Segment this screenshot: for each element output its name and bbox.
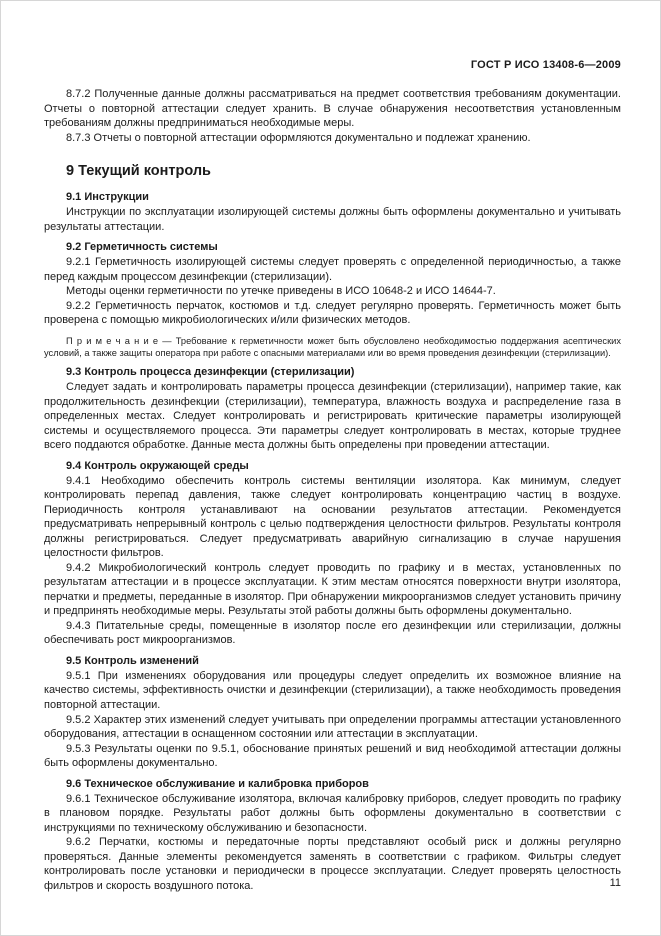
paragraph-9-1: Инструкции по эксплуатации изолирующей системы должны быть оформлены документально и учитывать результаты аттестации. [44,206,621,233]
paragraph-8-7-2: 8.7.2 Полученные данные должны рассматриваться на предмет соответствия требованиям документации. Отчеты о повторной аттестации следует хранить. В случае обнаружения несоответствия установленным требованиям должны предприниматься необходимые меры. [44,88,621,130]
paragraph-9-4-1: 9.4.1 Необходимо обеспечить контроль системы вентиляции изолятора. Как минимум, следует контролировать перепад давления, также следует контролировать концентрацию частиц в воздухе. Периодичность контроля устанавливают на основании результатов аттестации. Рекомендуется предусматривать непрерывный контроль с целью подтверждения целостности фильтров. Результаты контроля должны регистрироваться. Следует предусматривать аварийную сигнализацию в случае нарушения целостности фильтров. [44,474,621,560]
note-paragraph: П р и м е ч а н и е — Требование к герметичности может быть обусловлено необходимостью поддержания асептических условий, а также защиты оператора при работе с опасными материалами или во время проведения дезинфекции (стерилизации). [44,335,621,358]
page-number: 11 [609,877,621,889]
paragraph-9-5-2: 9.5.2 Характер этих изменений следует учитывать при определении программы аттестации установленного оборудования, аттестации в оснащенном состоянии или аттестации в эксплуатации. [44,713,621,741]
paragraph-9-2-1: 9.2.1 Герметичность изолирующей системы следует проверять с определенной периодичностью, а также перед каждым процессом дезинфекции (стерилизации). [44,256,621,283]
subheading-9-3: 9.3 Контроль процесса дезинфекции (стерилизации) [66,366,355,379]
subheading-9-4: 9.4 Контроль окружающей среды [66,459,249,472]
paragraph-9-2-methods: Методы оценки герметичности по утечке приведены в ИСО 10648-2 и ИСО 14644-7. [66,285,496,298]
subheading-9-2: 9.2 Герметичность системы [66,241,218,254]
subheading-9-5: 9.5 Контроль изменений [66,654,199,667]
paragraph-9-5-3: 9.5.3 Результаты оценки по 9.5.1, обоснование принятых решений и вид необходимой аттестации должны быть оформлены документально. [44,742,621,770]
subheading-9-6: 9.6 Техническое обслуживание и калибровка приборов [66,777,369,790]
document-content [44,59,621,893]
section-heading-9: 9 Текущий контроль [66,163,211,180]
subheading-9-1: 9.1 Инструкции [66,191,149,204]
paragraph-9-5-1: 9.5.1 При изменениях оборудования или процедуры следует определить их возможное влияние на качество системы, эффективность очистки и дезинфекции (стерилизации), а также необходимость проведения повторной аттестации. [44,669,621,711]
document-header-standard-number: ГОСТ Р ИСО 13408-6—2009 [470,59,621,71]
paragraph-9-6-1: 9.6.1 Техническое обслуживание изолятора, включая калибровку приборов, следует проводить по графику в плановом порядке. Результаты работ должны быть оформлены документально в соответствии с инструкциями по техническому обслуживанию и безопасности. [44,792,621,834]
paragraph-9-2-2: 9.2.2 Герметичность перчаток, костюмов и т.д. следует регулярно проверять. Герметичность может быть проверена с помощью микробиологических и/или физических методов. [44,299,621,327]
paragraph-9-4-3: 9.4.3 Питательные среды, помещенные в изолятор после его дезинфекции или стерилизации, должны обеспечивать рост микроорганизмов. [44,619,621,647]
paragraph-9-6-2: 9.6.2 Перчатки, костюмы и передаточные порты представляют особый риск и должны регулярно проверяться. Данные элементы рекомендуется заменять в соответствии с графиком. Фильтры следует контролировать после установки и периодически в процессе эксплуатации. Следует проверять целостность фильтров и скорость воздушного потока. [44,836,621,892]
paragraph-8-7-3: 8.7.3 Отчеты о повторной аттестации оформляются документально и подлежат хранению. [66,131,531,144]
paragraph-9-4-2: 9.4.2 Микробиологический контроль следует проводить по графику и в местах, установленных по результатам аттестации и в процессе эксплуатации. К этим местам относятся поверхности внутри изолятора, перчатки и предметы, переданные в изолятор. При обнаружении микроорганизмов следует установить причину и предпринять необходимые меры. Результаты этой работы должны быть оформлены документально. [44,561,621,618]
paragraph-9-3: Следует задать и контролировать параметры процесса дезинфекции (стерилизации), например такие, как продолжительность дезинфекции (стерилизации), температура, влажность воздуха и распределение газа в определенных местах. Следует контролировать и регистрировать критические параметры изолирующей системы и осуществляемого процесса. Эти параметры следует контролировать в местах, которые труднее всего поддаются обработке. Данные места должны быть определены при проведении аттестации. [44,381,621,452]
